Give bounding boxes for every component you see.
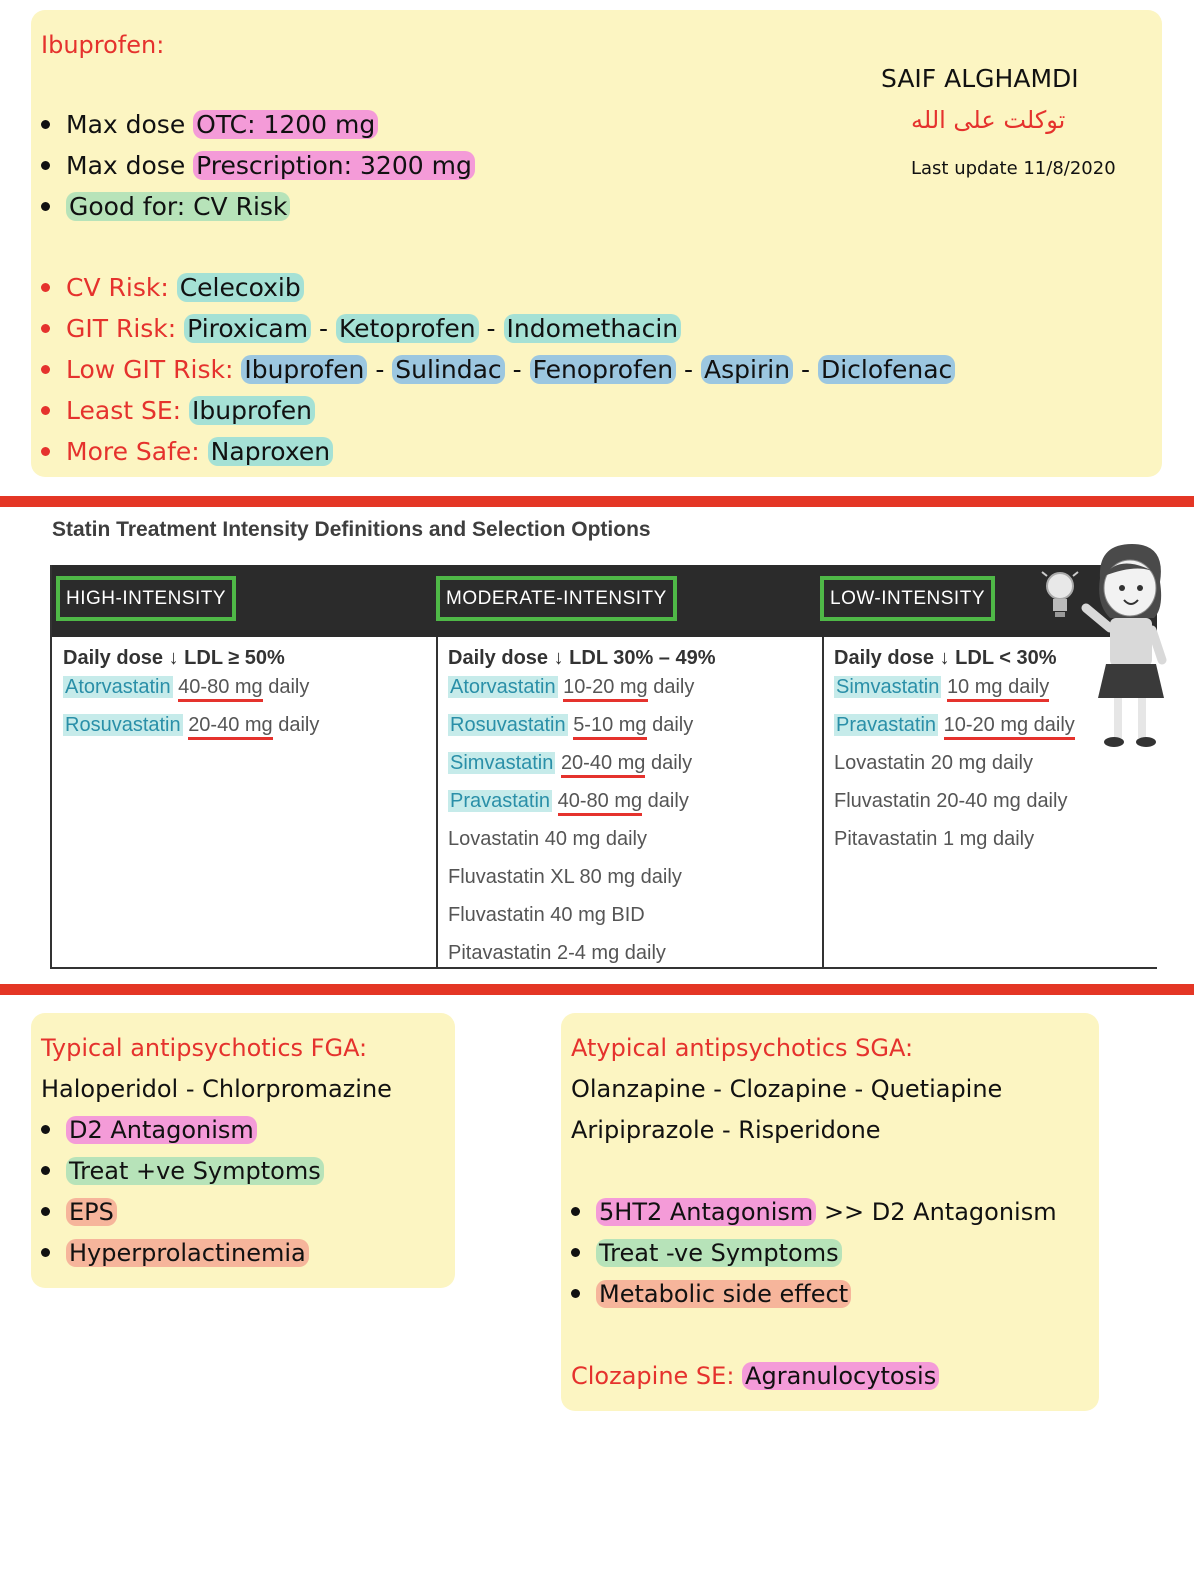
statin-drug-row [834, 673, 1075, 711]
sga-bullet [571, 1236, 842, 1270]
separator: - [319, 314, 329, 343]
lightbulb-icon [1040, 568, 1080, 624]
drug-name: Rosuvastatin [65, 714, 181, 736]
separator: - [486, 314, 496, 343]
last-update: Last update 11/8/2020 [911, 158, 1116, 179]
separator: - [801, 355, 811, 384]
header-high-intensity: HIGH-INTENSITY [56, 576, 236, 621]
statin-drug-row [834, 711, 1075, 749]
statin-drug-row [448, 787, 716, 825]
drug-suffix: daily [642, 790, 689, 812]
max-rx-row [41, 149, 475, 183]
statin-drug-row [63, 673, 319, 711]
drug-suffix: daily [647, 676, 695, 698]
bullet-dot [41, 447, 50, 456]
bullet-dot [571, 1248, 580, 1257]
fga-bullet [41, 1113, 257, 1147]
bullet-dot [41, 324, 50, 333]
statin-drug-row: Lovastatin 40 mg daily [448, 828, 648, 850]
low-git-risk-row [41, 353, 955, 387]
drug-name: Simvastatin [836, 676, 940, 698]
header-low-intensity: LOW-INTENSITY [820, 576, 995, 621]
bullet-dot [571, 1207, 580, 1216]
max-otc-row [41, 108, 378, 142]
separator: - [684, 355, 694, 384]
fga-bullet [41, 1236, 309, 1270]
sga-bullet-text: Metabolic side effect [596, 1280, 851, 1308]
more-safe-drug: Naproxen [208, 437, 333, 466]
drug-suffix: daily [646, 714, 694, 736]
git-risk-drug: Ketoprofen [336, 314, 479, 343]
drug-dose: 20-40 mg [561, 752, 646, 778]
sga-title: Atypical antipsychotics SGA: [571, 1034, 914, 1062]
column-divider [822, 637, 824, 967]
bullet-dot [571, 1289, 580, 1298]
fga-bullet-text: D2 Antagonism [66, 1116, 257, 1144]
bullet-dot [41, 1166, 50, 1175]
drug-name: Rosuvastatin [450, 714, 566, 736]
dose-definition: Daily dose ↓ LDL ≥ 50% [63, 647, 285, 669]
statin-drug-row: Lovastatin 20 mg daily [834, 752, 1034, 774]
bullet-dot [41, 365, 50, 374]
bullet-dot [41, 1125, 50, 1134]
drug-suffix: daily [645, 752, 693, 774]
column-divider [436, 637, 438, 967]
bullet-dot [41, 1207, 50, 1216]
arabic-motto: توكلت على الله [911, 106, 1066, 134]
cartoon-girl-illustration [1080, 538, 1180, 754]
author-name: SAIF ALGHAMDI [881, 64, 1079, 93]
bullet-dot [41, 202, 50, 211]
fga-title: Typical antipsychotics FGA: [41, 1034, 368, 1062]
red-divider [0, 984, 1194, 995]
statin-drug-row: Pitavastatin 1 mg daily [834, 828, 1035, 850]
more-safe-row [41, 435, 333, 469]
clozapine-se-label: Clozapine SE: [571, 1362, 735, 1390]
drug-name: Simvastatin [450, 752, 554, 774]
max-otc-label: Max dose [66, 110, 186, 139]
git-risk-row [41, 312, 681, 346]
column-high-intensity [63, 643, 319, 749]
clozapine-se-value: Agranulocytosis [742, 1362, 939, 1390]
git-risk-drug: Piroxicam [184, 314, 311, 343]
dose-definition: Daily dose ↓ LDL < 30% [834, 647, 1057, 669]
sga-note [561, 1013, 1099, 1411]
drug-dose: 40-80 mg [178, 676, 263, 702]
dose-definition: Daily dose ↓ LDL 30% – 49% [448, 647, 716, 669]
drug-dose: 10-20 mg daily [944, 714, 1075, 740]
cv-risk-row [41, 271, 304, 305]
bullet-dot [41, 283, 50, 292]
low-git-drug: Ibuprofen [241, 355, 367, 384]
least-se-drug: Ibuprofen [189, 396, 315, 425]
separator: - [375, 355, 385, 384]
fga-bullet-text: Hyperprolactinemia [66, 1239, 309, 1267]
fga-bullet-text: EPS [66, 1198, 117, 1226]
good-for-row [41, 190, 290, 224]
fga-drugs: Haloperidol - Chlorpromazine [41, 1075, 392, 1103]
least-se-row [41, 394, 315, 428]
sga-bullet-highlight: 5HT2 Antagonism [596, 1198, 816, 1226]
fga-bullet-text: Treat +ve Symptoms [66, 1157, 324, 1185]
drug-dose: 10 mg daily [947, 676, 1049, 702]
drug-name: Atorvastatin [65, 676, 171, 698]
drug-name: Atorvastatin [450, 676, 556, 698]
statin-drug-row: Fluvastatin 40 mg BID [448, 904, 645, 926]
git-risk-label: GIT Risk: [66, 314, 177, 343]
max-rx-value: Prescription: 3200 mg [193, 151, 475, 180]
good-for-text: Good for: CV Risk [66, 192, 290, 221]
bullet-dot [41, 161, 50, 170]
ibuprofen-title: Ibuprofen: [41, 31, 165, 59]
fga-bullet [41, 1154, 324, 1188]
header-moderate-intensity: MODERATE-INTENSITY [436, 576, 677, 621]
sga-drugs-line1: Olanzapine - Clozapine - Quetiapine [571, 1075, 1003, 1103]
red-divider [0, 496, 1194, 507]
statin-table-title: Statin Treatment Intensity Definitions and Selection Options [52, 518, 651, 541]
max-rx-label: Max dose [66, 151, 186, 180]
low-git-drug: Fenoprofen [530, 355, 676, 384]
sga-bullet [571, 1195, 1057, 1229]
cv-risk-drug: Celecoxib [177, 273, 304, 302]
cv-risk-label: CV Risk: [66, 273, 169, 302]
drug-name: Pravastatin [450, 790, 551, 812]
column-low-intensity [834, 643, 1075, 863]
statin-drug-row: Fluvastatin XL 80 mg daily [448, 866, 682, 888]
low-git-drug: Sulindac [392, 355, 504, 384]
git-risk-drug: Indomethacin [504, 314, 682, 343]
drug-dose: 40-80 mg [558, 790, 643, 816]
bullet-dot [41, 120, 50, 129]
max-otc-value: OTC: 1200 mg [193, 110, 378, 139]
least-se-label: Least SE: [66, 396, 182, 425]
statin-drug-row [448, 749, 716, 787]
statin-drug-row: Pitavastatin 2-4 mg daily [448, 942, 666, 964]
separator: - [512, 355, 522, 384]
statin-table [50, 565, 1157, 969]
bullet-dot [41, 406, 50, 415]
clozapine-se-row [571, 1359, 939, 1393]
drug-dose: 10-20 mg [563, 676, 648, 702]
statin-drug-row: Fluvastatin 20-40 mg daily [834, 790, 1068, 812]
sga-bullet-text: Treat -ve Symptoms [596, 1239, 842, 1267]
drug-dose: 20-40 mg [188, 714, 273, 740]
sga-drugs-line2: Aripiprazole - Risperidone [571, 1116, 881, 1144]
fga-note [31, 1013, 455, 1288]
statin-drug-row [448, 673, 716, 711]
sga-bullet-rest: >> D2 Antagonism [816, 1198, 1057, 1226]
drug-name: Pravastatin [836, 714, 937, 736]
bullet-dot [41, 1248, 50, 1257]
low-git-risk-label: Low GIT Risk: [66, 355, 234, 384]
drug-suffix: daily [262, 676, 310, 698]
fga-bullet [41, 1195, 117, 1229]
sga-bullet [571, 1277, 851, 1311]
drug-dose: 5-10 mg [573, 714, 646, 740]
more-safe-label: More Safe: [66, 437, 200, 466]
ibuprofen-note [31, 10, 1162, 477]
statin-drug-row [448, 711, 716, 749]
low-git-drug: Diclofenac [818, 355, 955, 384]
column-moderate-intensity [448, 643, 716, 977]
statin-drug-row [63, 711, 319, 749]
drug-suffix: daily [272, 714, 320, 736]
low-git-drug: Aspirin [701, 355, 793, 384]
